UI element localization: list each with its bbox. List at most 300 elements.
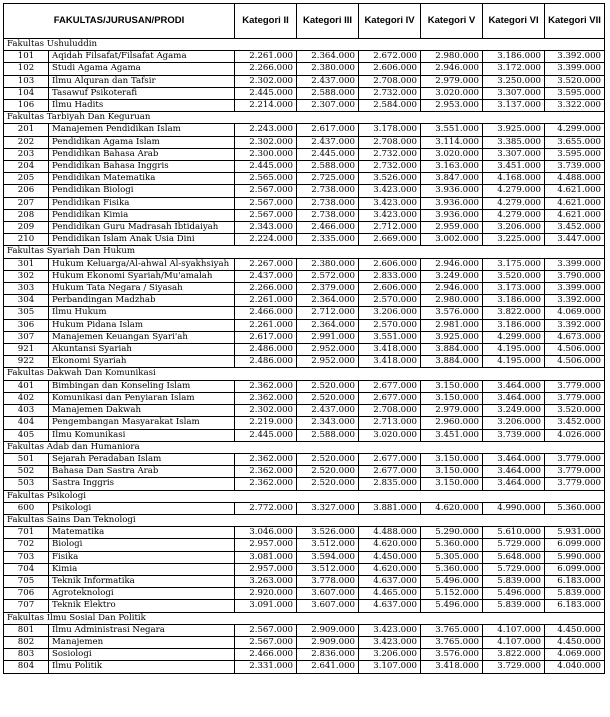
fee-kategori-6: 3.225.000 <box>483 234 545 246</box>
fee-kategori-4: 3.418.000 <box>359 344 421 356</box>
header-kategori-7: Kategori VII <box>545 4 605 39</box>
fee-kategori-3: 2.364.000 <box>297 319 359 331</box>
program-name: Ilmu Komunikasi <box>49 429 235 441</box>
fee-kategori-6: 4.279.000 <box>483 209 545 221</box>
faculty-name: Fakultas Adab dan Humaniora <box>4 441 605 453</box>
fee-kategori-5: 2.959.000 <box>421 222 483 234</box>
fee-kategori-7: 5.931.000 <box>545 527 605 539</box>
program-row <box>4 222 605 234</box>
fee-kategori-2: 2.302.000 <box>235 405 297 417</box>
program-row <box>4 429 605 441</box>
fee-kategori-3: 2.952.000 <box>297 344 359 356</box>
fee-kategori-2: 2.302.000 <box>235 136 297 148</box>
faculty-row <box>4 441 605 453</box>
fee-kategori-2: 2.362.000 <box>235 478 297 490</box>
program-row <box>4 173 605 185</box>
program-row <box>4 636 605 648</box>
fee-kategori-5: 5.496.000 <box>421 600 483 612</box>
program-code: 305 <box>4 307 49 319</box>
program-code: 205 <box>4 173 49 185</box>
program-row <box>4 270 605 282</box>
table-header <box>4 4 605 39</box>
fee-kategori-7: 3.790.000 <box>545 270 605 282</box>
program-row <box>4 197 605 209</box>
program-code: 703 <box>4 551 49 563</box>
program-row <box>4 466 605 478</box>
fee-kategori-3: 2.364.000 <box>297 295 359 307</box>
program-name: Pendidikan Bahasa Arab <box>49 148 235 160</box>
fee-kategori-5: 3.765.000 <box>421 624 483 636</box>
program-row <box>4 161 605 173</box>
program-name: Ilmu Administrasi Negara <box>49 624 235 636</box>
header-kategori-4: Kategori IV <box>359 4 421 39</box>
program-name: Matematika <box>49 527 235 539</box>
fee-kategori-2: 2.261.000 <box>235 319 297 331</box>
program-code: 706 <box>4 588 49 600</box>
fee-kategori-7: 6.183.000 <box>545 575 605 587</box>
fee-kategori-6: 3.186.000 <box>483 51 545 63</box>
fee-kategori-3: 2.437.000 <box>297 136 359 148</box>
program-name: Ilmu Alquran dan Tafsir <box>49 75 235 87</box>
fee-kategori-3: 3.512.000 <box>297 539 359 551</box>
fee-kategori-5: 3.418.000 <box>421 661 483 673</box>
fee-kategori-7: 4.621.000 <box>545 197 605 209</box>
program-row <box>4 148 605 160</box>
fee-kategori-2: 2.343.000 <box>235 222 297 234</box>
program-row <box>4 51 605 63</box>
fee-kategori-5: 5.360.000 <box>421 563 483 575</box>
fee-kategori-2: 2.565.000 <box>235 173 297 185</box>
faculty-name: Fakultas Ilmu Sosial Dan Politik <box>4 612 605 624</box>
program-code: 304 <box>4 295 49 307</box>
fee-kategori-4: 2.677.000 <box>359 453 421 465</box>
program-name: Akuntansi Syariah <box>49 344 235 356</box>
fee-kategori-4: 4.637.000 <box>359 600 421 612</box>
fee-kategori-5: 2.946.000 <box>421 63 483 75</box>
fee-kategori-3: 2.738.000 <box>297 197 359 209</box>
fee-kategori-2: 2.567.000 <box>235 185 297 197</box>
program-name: Sosiologi <box>49 649 235 661</box>
fee-kategori-5: 2.980.000 <box>421 51 483 63</box>
fee-kategori-3: 2.520.000 <box>297 392 359 404</box>
fee-kategori-6: 3.307.000 <box>483 148 545 160</box>
fee-kategori-7: 3.399.000 <box>545 258 605 270</box>
fee-kategori-6: 3.307.000 <box>483 87 545 99</box>
program-name: Psikologi <box>49 502 235 514</box>
faculty-row <box>4 39 605 51</box>
fee-kategori-5: 3.150.000 <box>421 453 483 465</box>
fee-kategori-3: 3.526.000 <box>297 527 359 539</box>
fee-kategori-7: 3.779.000 <box>545 466 605 478</box>
program-name: Biologi <box>49 539 235 551</box>
program-code: 405 <box>4 429 49 441</box>
program-name: Manajemen Dakwah <box>49 405 235 417</box>
fee-kategori-6: 5.729.000 <box>483 563 545 575</box>
fee-kategori-4: 3.551.000 <box>359 331 421 343</box>
program-code: 303 <box>4 283 49 295</box>
fee-kategori-4: 4.620.000 <box>359 563 421 575</box>
fee-kategori-2: 2.567.000 <box>235 197 297 209</box>
program-code: 307 <box>4 331 49 343</box>
fee-kategori-4: 2.677.000 <box>359 380 421 392</box>
fee-kategori-2: 3.046.000 <box>235 527 297 539</box>
faculty-name: Fakultas Ushuluddin <box>4 39 605 51</box>
program-row <box>4 405 605 417</box>
fee-kategori-5: 2.946.000 <box>421 283 483 295</box>
program-row <box>4 575 605 587</box>
fee-kategori-7: 3.447.000 <box>545 234 605 246</box>
program-name: Kimia <box>49 563 235 575</box>
fee-kategori-7: 4.040.000 <box>545 661 605 673</box>
fee-kategori-5: 2.980.000 <box>421 295 483 307</box>
fee-kategori-7: 3.322.000 <box>545 100 605 112</box>
fee-kategori-3: 2.437.000 <box>297 75 359 87</box>
fee-kategori-5: 3.847.000 <box>421 173 483 185</box>
fee-kategori-5: 5.290.000 <box>421 527 483 539</box>
fee-kategori-6: 3.464.000 <box>483 392 545 404</box>
program-code: 704 <box>4 563 49 575</box>
program-row <box>4 258 605 270</box>
fee-kategori-7: 4.621.000 <box>545 209 605 221</box>
fee-kategori-6: 3.186.000 <box>483 295 545 307</box>
fee-kategori-7: 3.392.000 <box>545 295 605 307</box>
header-kategori-5: Kategori V <box>421 4 483 39</box>
fee-kategori-4: 2.833.000 <box>359 270 421 282</box>
program-row <box>4 502 605 514</box>
program-name: Ilmu Hukum <box>49 307 235 319</box>
fee-kategori-5: 3.150.000 <box>421 392 483 404</box>
fee-kategori-6: 3.925.000 <box>483 124 545 136</box>
fee-kategori-7: 4.069.000 <box>545 307 605 319</box>
fee-kategori-3: 2.520.000 <box>297 466 359 478</box>
fee-kategori-6: 3.250.000 <box>483 75 545 87</box>
program-row <box>4 283 605 295</box>
fee-kategori-7: 3.779.000 <box>545 478 605 490</box>
fee-kategori-4: 2.570.000 <box>359 295 421 307</box>
fee-kategori-2: 2.957.000 <box>235 539 297 551</box>
fee-kategori-5: 3.884.000 <box>421 344 483 356</box>
fee-kategori-2: 3.263.000 <box>235 575 297 587</box>
fee-kategori-6: 3.172.000 <box>483 63 545 75</box>
fee-kategori-2: 2.445.000 <box>235 87 297 99</box>
program-name: Teknik Elektro <box>49 600 235 612</box>
fee-kategori-4: 2.606.000 <box>359 258 421 270</box>
program-row <box>4 124 605 136</box>
program-code: 404 <box>4 417 49 429</box>
program-name: Pendidikan Agama Islam <box>49 136 235 148</box>
program-name: Sastra Inggris <box>49 478 235 490</box>
fee-kategori-5: 3.884.000 <box>421 356 483 368</box>
fee-kategori-6: 3.464.000 <box>483 478 545 490</box>
fee-kategori-3: 2.641.000 <box>297 661 359 673</box>
fee-kategori-2: 2.266.000 <box>235 283 297 295</box>
fee-kategori-6: 3.520.000 <box>483 270 545 282</box>
fee-kategori-6: 5.839.000 <box>483 600 545 612</box>
program-row <box>4 75 605 87</box>
fee-kategori-7: 4.299.000 <box>545 124 605 136</box>
program-name: Agroteknologi <box>49 588 235 600</box>
fee-kategori-7: 4.450.000 <box>545 636 605 648</box>
program-code: 106 <box>4 100 49 112</box>
fee-kategori-5: 3.925.000 <box>421 331 483 343</box>
fee-kategori-5: 2.946.000 <box>421 258 483 270</box>
table-body <box>4 39 605 674</box>
program-name: Hukum Ekonomi Syariah/Mu'amalah <box>49 270 235 282</box>
program-code: 201 <box>4 124 49 136</box>
fee-kategori-3: 2.725.000 <box>297 173 359 185</box>
program-name: Komunikasi dan Penyiaran Islam <box>49 392 235 404</box>
fee-kategori-3: 2.380.000 <box>297 258 359 270</box>
fee-kategori-4: 4.450.000 <box>359 551 421 563</box>
fee-kategori-3: 2.712.000 <box>297 307 359 319</box>
faculty-row <box>4 612 605 624</box>
fee-kategori-2: 2.300.000 <box>235 148 297 160</box>
fee-kategori-7: 3.655.000 <box>545 136 605 148</box>
fee-kategori-4: 2.708.000 <box>359 75 421 87</box>
fee-kategori-4: 3.020.000 <box>359 429 421 441</box>
fee-kategori-7: 4.450.000 <box>545 624 605 636</box>
fee-kategori-2: 2.617.000 <box>235 331 297 343</box>
program-row <box>4 600 605 612</box>
program-name: Manajemen <box>49 636 235 648</box>
fee-kategori-3: 3.607.000 <box>297 588 359 600</box>
program-row <box>4 295 605 307</box>
fee-kategori-3: 2.738.000 <box>297 209 359 221</box>
fee-kategori-7: 5.990.000 <box>545 551 605 563</box>
program-row <box>4 63 605 75</box>
fee-kategori-4: 2.606.000 <box>359 63 421 75</box>
program-row <box>4 551 605 563</box>
fee-kategori-2: 2.567.000 <box>235 209 297 221</box>
fee-kategori-6: 3.385.000 <box>483 136 545 148</box>
faculty-row <box>4 368 605 380</box>
fee-kategori-3: 2.738.000 <box>297 185 359 197</box>
fee-kategori-2: 3.091.000 <box>235 600 297 612</box>
fee-kategori-3: 2.952.000 <box>297 356 359 368</box>
fee-kategori-3: 2.520.000 <box>297 478 359 490</box>
fee-kategori-6: 3.249.000 <box>483 405 545 417</box>
fee-kategori-7: 4.506.000 <box>545 344 605 356</box>
fee-kategori-6: 3.206.000 <box>483 222 545 234</box>
fee-kategori-5: 2.981.000 <box>421 319 483 331</box>
program-name: Perbandingan Madzhab <box>49 295 235 307</box>
program-name: Pengembangan Masyarakat Islam <box>49 417 235 429</box>
fee-kategori-3: 2.520.000 <box>297 380 359 392</box>
program-row <box>4 331 605 343</box>
program-name: Manajemen Pendidikan Islam <box>49 124 235 136</box>
fee-kategori-4: 3.526.000 <box>359 173 421 185</box>
fee-kategori-4: 3.418.000 <box>359 356 421 368</box>
program-code: 701 <box>4 527 49 539</box>
fee-kategori-2: 2.445.000 <box>235 161 297 173</box>
program-row <box>4 624 605 636</box>
program-code: 804 <box>4 661 49 673</box>
program-code: 209 <box>4 222 49 234</box>
program-code: 801 <box>4 624 49 636</box>
fee-kategori-4: 2.732.000 <box>359 148 421 160</box>
program-code: 204 <box>4 161 49 173</box>
program-row <box>4 563 605 575</box>
fee-kategori-7: 3.520.000 <box>545 405 605 417</box>
program-row <box>4 185 605 197</box>
fee-kategori-4: 2.570.000 <box>359 319 421 331</box>
program-code: 104 <box>4 87 49 99</box>
fee-kategori-5: 3.765.000 <box>421 636 483 648</box>
fee-kategori-5: 3.936.000 <box>421 209 483 221</box>
fee-kategori-4: 2.606.000 <box>359 283 421 295</box>
fee-kategori-4: 2.713.000 <box>359 417 421 429</box>
fee-kategori-4: 2.708.000 <box>359 136 421 148</box>
fee-kategori-6: 3.822.000 <box>483 649 545 661</box>
fee-kategori-2: 2.445.000 <box>235 429 297 441</box>
program-code: 501 <box>4 453 49 465</box>
program-row <box>4 307 605 319</box>
fee-kategori-4: 3.423.000 <box>359 185 421 197</box>
fee-kategori-6: 4.107.000 <box>483 624 545 636</box>
fee-kategori-6: 3.464.000 <box>483 380 545 392</box>
program-name: Hukum Keluarga/Al-ahwal Al-syakhsiyah <box>49 258 235 270</box>
header-kategori-3: Kategori III <box>297 4 359 39</box>
program-row <box>4 649 605 661</box>
fee-kategori-6: 3.173.000 <box>483 283 545 295</box>
fee-kategori-3: 2.380.000 <box>297 63 359 75</box>
fee-kategori-7: 3.779.000 <box>545 453 605 465</box>
fee-kategori-2: 2.567.000 <box>235 636 297 648</box>
program-row <box>4 209 605 221</box>
program-row <box>4 87 605 99</box>
program-name: Fisika <box>49 551 235 563</box>
fee-kategori-6: 5.610.000 <box>483 527 545 539</box>
program-code: 502 <box>4 466 49 478</box>
fee-kategori-2: 2.267.000 <box>235 258 297 270</box>
fee-kategori-6: 5.729.000 <box>483 539 545 551</box>
program-code: 103 <box>4 75 49 87</box>
fee-kategori-3: 2.520.000 <box>297 453 359 465</box>
fee-kategori-7: 5.360.000 <box>545 502 605 514</box>
program-code: 401 <box>4 380 49 392</box>
fee-kategori-4: 3.423.000 <box>359 624 421 636</box>
fee-kategori-3: 2.617.000 <box>297 124 359 136</box>
fee-kategori-4: 3.423.000 <box>359 636 421 648</box>
fee-kategori-2: 3.081.000 <box>235 551 297 563</box>
ukt-fee-table <box>3 3 605 674</box>
program-row <box>4 392 605 404</box>
fee-kategori-5: 3.114.000 <box>421 136 483 148</box>
fee-kategori-6: 3.186.000 <box>483 319 545 331</box>
fee-kategori-5: 3.936.000 <box>421 185 483 197</box>
faculty-name: Fakultas Sains Dan Teknologi <box>4 514 605 526</box>
program-name: Hukum Pidana Islam <box>49 319 235 331</box>
program-code: 208 <box>4 209 49 221</box>
fee-kategori-2: 2.466.000 <box>235 649 297 661</box>
fee-kategori-7: 3.399.000 <box>545 283 605 295</box>
fee-kategori-6: 3.206.000 <box>483 417 545 429</box>
fee-kategori-6: 3.739.000 <box>483 429 545 441</box>
program-code: 306 <box>4 319 49 331</box>
faculty-name: Fakultas Syariah Dan Hukum <box>4 246 605 258</box>
header-row <box>4 4 605 39</box>
fee-kategori-5: 3.150.000 <box>421 466 483 478</box>
program-row <box>4 100 605 112</box>
program-name: Teknik Informatika <box>49 575 235 587</box>
fee-kategori-6: 5.839.000 <box>483 575 545 587</box>
program-name: Hukum Tata Negara / Siyasah <box>49 283 235 295</box>
fee-kategori-7: 5.839.000 <box>545 588 605 600</box>
program-name: Ilmu Politik <box>49 661 235 673</box>
fee-kategori-7: 4.488.000 <box>545 173 605 185</box>
fee-kategori-6: 3.137.000 <box>483 100 545 112</box>
fee-kategori-7: 4.673.000 <box>545 331 605 343</box>
faculty-name: Fakultas Psikologi <box>4 490 605 502</box>
program-code: 301 <box>4 258 49 270</box>
fee-kategori-5: 2.979.000 <box>421 75 483 87</box>
program-row <box>4 319 605 331</box>
fee-kategori-5: 3.576.000 <box>421 649 483 661</box>
fee-kategori-3: 2.588.000 <box>297 87 359 99</box>
program-row <box>4 661 605 673</box>
fee-kategori-7: 3.595.000 <box>545 148 605 160</box>
fee-kategori-4: 2.677.000 <box>359 466 421 478</box>
fee-kategori-7: 4.026.000 <box>545 429 605 441</box>
fee-kategori-2: 2.243.000 <box>235 124 297 136</box>
program-code: 210 <box>4 234 49 246</box>
fee-kategori-6: 5.648.000 <box>483 551 545 563</box>
fee-kategori-4: 3.881.000 <box>359 502 421 514</box>
program-code: 802 <box>4 636 49 648</box>
fee-kategori-6: 3.464.000 <box>483 453 545 465</box>
header-kategori-2: Kategori II <box>235 4 297 39</box>
fee-kategori-6: 3.729.000 <box>483 661 545 673</box>
fee-kategori-5: 5.496.000 <box>421 575 483 587</box>
faculty-row <box>4 246 605 258</box>
fee-kategori-7: 3.392.000 <box>545 51 605 63</box>
program-code: 803 <box>4 649 49 661</box>
fee-kategori-5: 4.620.000 <box>421 502 483 514</box>
fee-kategori-4: 2.708.000 <box>359 405 421 417</box>
fee-kategori-4: 2.732.000 <box>359 161 421 173</box>
fee-kategori-7: 4.069.000 <box>545 649 605 661</box>
fee-kategori-7: 3.452.000 <box>545 417 605 429</box>
fee-kategori-6: 4.168.000 <box>483 173 545 185</box>
fee-kategori-6: 5.496.000 <box>483 588 545 600</box>
fee-kategori-5: 3.551.000 <box>421 124 483 136</box>
fee-kategori-3: 2.364.000 <box>297 51 359 63</box>
program-row <box>4 417 605 429</box>
program-row <box>4 356 605 368</box>
fee-kategori-7: 4.506.000 <box>545 356 605 368</box>
program-name: Studi Agama Agama <box>49 63 235 75</box>
fee-kategori-3: 3.607.000 <box>297 600 359 612</box>
fee-kategori-4: 2.732.000 <box>359 87 421 99</box>
fee-kategori-5: 5.305.000 <box>421 551 483 563</box>
program-name: Pendidikan Biologi <box>49 185 235 197</box>
fee-kategori-6: 3.175.000 <box>483 258 545 270</box>
program-code: 101 <box>4 51 49 63</box>
program-row <box>4 453 605 465</box>
program-code: 707 <box>4 600 49 612</box>
fee-kategori-2: 2.362.000 <box>235 380 297 392</box>
program-name: Ekonomi Syariah <box>49 356 235 368</box>
fee-kategori-2: 2.266.000 <box>235 63 297 75</box>
fee-kategori-4: 4.637.000 <box>359 575 421 587</box>
program-row <box>4 234 605 246</box>
program-code: 705 <box>4 575 49 587</box>
program-code: 202 <box>4 136 49 148</box>
fee-kategori-3: 3.512.000 <box>297 563 359 575</box>
fee-kategori-5: 2.979.000 <box>421 405 483 417</box>
fee-kategori-6: 4.195.000 <box>483 356 545 368</box>
fee-kategori-2: 2.219.000 <box>235 417 297 429</box>
